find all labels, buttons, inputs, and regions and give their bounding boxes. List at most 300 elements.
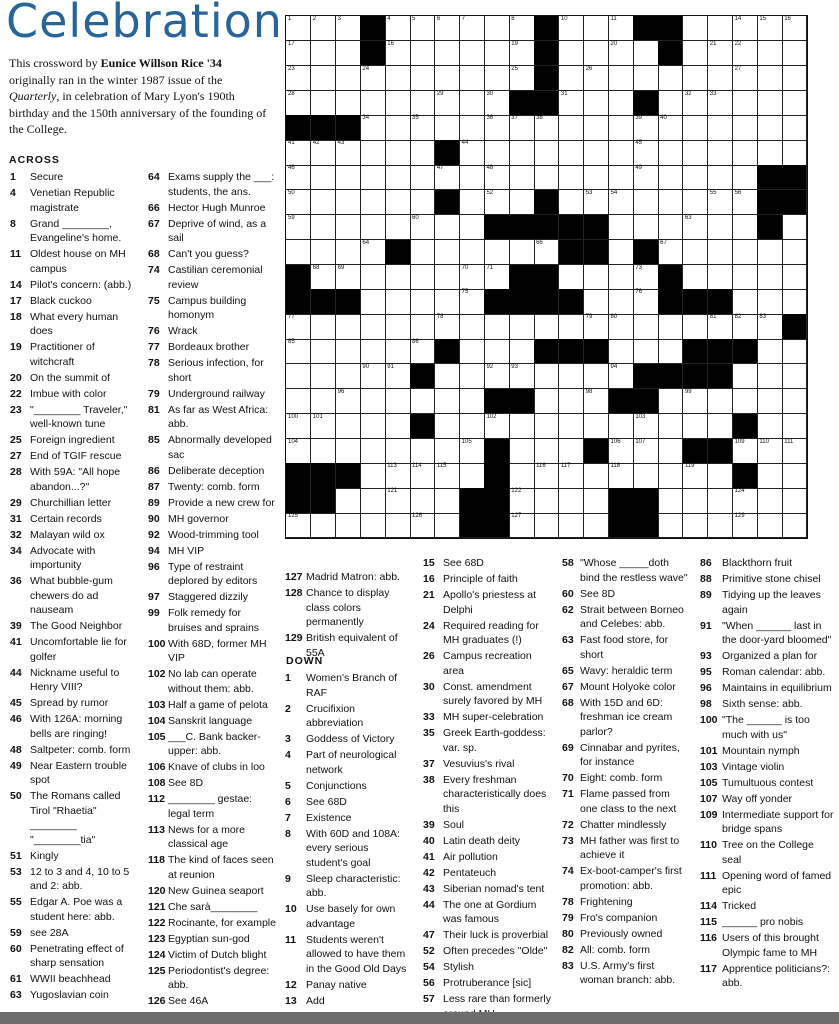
grid-cell[interactable]: [336, 140, 361, 165]
grid-cell[interactable]: [708, 240, 733, 265]
grid-cell[interactable]: [460, 16, 485, 41]
grid-cell[interactable]: [336, 265, 361, 290]
grid-cell[interactable]: [435, 240, 460, 265]
grid-cell[interactable]: [733, 66, 758, 91]
grid-cell[interactable]: [658, 339, 683, 364]
grid-cell[interactable]: [410, 16, 435, 41]
grid-cell[interactable]: [360, 289, 385, 314]
grid-cell[interactable]: [633, 215, 658, 240]
grid-cell[interactable]: [708, 389, 733, 414]
grid-cell[interactable]: [658, 165, 683, 190]
grid-cell[interactable]: [609, 289, 634, 314]
grid-cell[interactable]: [311, 66, 336, 91]
grid-cell[interactable]: [733, 215, 758, 240]
grid-cell[interactable]: [782, 339, 807, 364]
grid-cell[interactable]: [584, 463, 609, 488]
grid-cell[interactable]: [757, 414, 782, 439]
grid-cell[interactable]: [360, 513, 385, 538]
grid-cell[interactable]: [435, 314, 460, 339]
grid-cell[interactable]: [658, 140, 683, 165]
grid-cell[interactable]: [559, 16, 584, 41]
grid-cell[interactable]: [534, 488, 559, 513]
grid-cell[interactable]: [509, 41, 534, 66]
grid-cell[interactable]: [757, 16, 782, 41]
grid-cell[interactable]: [460, 289, 485, 314]
grid-cell[interactable]: [286, 314, 311, 339]
grid-cell[interactable]: [633, 190, 658, 215]
grid-cell[interactable]: [584, 289, 609, 314]
grid-cell[interactable]: [782, 16, 807, 41]
grid-cell[interactable]: [385, 115, 410, 140]
grid-cell[interactable]: [435, 463, 460, 488]
grid-cell[interactable]: [782, 240, 807, 265]
grid-cell[interactable]: [559, 265, 584, 290]
grid-cell[interactable]: [609, 265, 634, 290]
grid-cell[interactable]: [733, 513, 758, 538]
grid-cell[interactable]: [286, 439, 311, 464]
grid-cell[interactable]: [360, 439, 385, 464]
grid-cell[interactable]: [410, 41, 435, 66]
grid-cell[interactable]: [286, 389, 311, 414]
grid-cell[interactable]: [633, 115, 658, 140]
grid-cell[interactable]: [782, 364, 807, 389]
grid-cell[interactable]: [683, 488, 708, 513]
grid-cell[interactable]: [609, 439, 634, 464]
grid-cell[interactable]: [484, 66, 509, 91]
grid-cell[interactable]: [435, 364, 460, 389]
grid-cell[interactable]: [484, 339, 509, 364]
grid-cell[interactable]: [484, 314, 509, 339]
grid-cell[interactable]: [484, 91, 509, 116]
grid-cell[interactable]: [609, 339, 634, 364]
grid-cell[interactable]: [559, 140, 584, 165]
crossword-grid[interactable]: [285, 15, 808, 539]
grid-cell[interactable]: [658, 389, 683, 414]
grid-cell[interactable]: [435, 41, 460, 66]
grid-cell[interactable]: [559, 91, 584, 116]
grid-cell[interactable]: [559, 488, 584, 513]
grid-cell[interactable]: [460, 265, 485, 290]
grid-cell[interactable]: [410, 289, 435, 314]
grid-cell[interactable]: [584, 115, 609, 140]
grid-cell[interactable]: [757, 389, 782, 414]
grid-cell[interactable]: [286, 41, 311, 66]
grid-cell[interactable]: [683, 190, 708, 215]
grid-cell[interactable]: [534, 414, 559, 439]
grid-cell[interactable]: [584, 16, 609, 41]
grid-cell[interactable]: [435, 165, 460, 190]
grid-cell[interactable]: [435, 265, 460, 290]
grid-cell[interactable]: [385, 289, 410, 314]
grid-cell[interactable]: [460, 240, 485, 265]
grid-cell[interactable]: [509, 240, 534, 265]
grid-cell[interactable]: [385, 513, 410, 538]
grid-cell[interactable]: [360, 115, 385, 140]
grid-cell[interactable]: [311, 265, 336, 290]
grid-cell[interactable]: [336, 91, 361, 116]
grid-cell[interactable]: [683, 16, 708, 41]
grid-cell[interactable]: [782, 414, 807, 439]
grid-cell[interactable]: [286, 364, 311, 389]
grid-cell[interactable]: [609, 115, 634, 140]
grid-cell[interactable]: [683, 414, 708, 439]
grid-cell[interactable]: [460, 364, 485, 389]
grid-cell[interactable]: [360, 265, 385, 290]
grid-cell[interactable]: [410, 513, 435, 538]
grid-cell[interactable]: [609, 190, 634, 215]
grid-cell[interactable]: [311, 165, 336, 190]
grid-cell[interactable]: [435, 115, 460, 140]
grid-cell[interactable]: [708, 314, 733, 339]
grid-cell[interactable]: [733, 389, 758, 414]
grid-cell[interactable]: [509, 165, 534, 190]
grid-cell[interactable]: [410, 265, 435, 290]
grid-cell[interactable]: [633, 289, 658, 314]
grid-cell[interactable]: [484, 16, 509, 41]
grid-cell[interactable]: [360, 165, 385, 190]
grid-cell[interactable]: [360, 364, 385, 389]
grid-cell[interactable]: [609, 140, 634, 165]
grid-cell[interactable]: [658, 414, 683, 439]
grid-cell[interactable]: [534, 389, 559, 414]
grid-cell[interactable]: [559, 463, 584, 488]
grid-cell[interactable]: [336, 513, 361, 538]
grid-cell[interactable]: [609, 16, 634, 41]
grid-cell[interactable]: [509, 140, 534, 165]
grid-cell[interactable]: [658, 488, 683, 513]
grid-cell[interactable]: [509, 364, 534, 389]
grid-cell[interactable]: [410, 439, 435, 464]
grid-cell[interactable]: [757, 463, 782, 488]
grid-cell[interactable]: [559, 66, 584, 91]
grid-cell[interactable]: [609, 364, 634, 389]
grid-cell[interactable]: [460, 140, 485, 165]
grid-cell[interactable]: [509, 439, 534, 464]
grid-cell[interactable]: [311, 439, 336, 464]
grid-cell[interactable]: [658, 215, 683, 240]
grid-cell[interactable]: [633, 414, 658, 439]
grid-cell[interactable]: [311, 389, 336, 414]
grid-cell[interactable]: [385, 463, 410, 488]
grid-cell[interactable]: [757, 41, 782, 66]
grid-cell[interactable]: [286, 339, 311, 364]
grid-cell[interactable]: [683, 91, 708, 116]
grid-cell[interactable]: [460, 463, 485, 488]
grid-cell[interactable]: [782, 140, 807, 165]
grid-cell[interactable]: [410, 165, 435, 190]
grid-cell[interactable]: [782, 439, 807, 464]
grid-cell[interactable]: [360, 389, 385, 414]
grid-cell[interactable]: [633, 463, 658, 488]
grid-cell[interactable]: [460, 215, 485, 240]
grid-cell[interactable]: [534, 513, 559, 538]
grid-cell[interactable]: [286, 215, 311, 240]
grid-cell[interactable]: [336, 439, 361, 464]
grid-cell[interactable]: [410, 463, 435, 488]
grid-cell[interactable]: [460, 439, 485, 464]
grid-cell[interactable]: [311, 16, 336, 41]
grid-cell[interactable]: [460, 314, 485, 339]
grid-cell[interactable]: [708, 190, 733, 215]
grid-cell[interactable]: [683, 140, 708, 165]
grid-cell[interactable]: [733, 240, 758, 265]
grid-cell[interactable]: [534, 240, 559, 265]
grid-cell[interactable]: [336, 488, 361, 513]
grid-cell[interactable]: [509, 414, 534, 439]
grid-cell[interactable]: [410, 115, 435, 140]
grid-cell[interactable]: [311, 513, 336, 538]
grid-cell[interactable]: [733, 91, 758, 116]
grid-cell[interactable]: [708, 66, 733, 91]
grid-cell[interactable]: [360, 339, 385, 364]
grid-cell[interactable]: [757, 289, 782, 314]
grid-cell[interactable]: [584, 140, 609, 165]
grid-cell[interactable]: [609, 314, 634, 339]
grid-cell[interactable]: [733, 190, 758, 215]
grid-cell[interactable]: [559, 364, 584, 389]
grid-cell[interactable]: [683, 463, 708, 488]
grid-cell[interactable]: [534, 140, 559, 165]
grid-cell[interactable]: [385, 41, 410, 66]
grid-cell[interactable]: [360, 91, 385, 116]
grid-cell[interactable]: [559, 513, 584, 538]
grid-cell[interactable]: [286, 140, 311, 165]
grid-cell[interactable]: [584, 165, 609, 190]
grid-cell[interactable]: [658, 513, 683, 538]
grid-cell[interactable]: [460, 190, 485, 215]
grid-cell[interactable]: [708, 165, 733, 190]
grid-cell[interactable]: [584, 190, 609, 215]
grid-cell[interactable]: [534, 115, 559, 140]
grid-cell[interactable]: [460, 339, 485, 364]
grid-cell[interactable]: [633, 265, 658, 290]
grid-cell[interactable]: [708, 41, 733, 66]
grid-cell[interactable]: [460, 115, 485, 140]
grid-cell[interactable]: [683, 115, 708, 140]
grid-cell[interactable]: [385, 215, 410, 240]
grid-cell[interactable]: [360, 240, 385, 265]
grid-cell[interactable]: [336, 364, 361, 389]
grid-cell[interactable]: [509, 16, 534, 41]
grid-cell[interactable]: [609, 414, 634, 439]
grid-cell[interactable]: [658, 439, 683, 464]
grid-cell[interactable]: [360, 414, 385, 439]
grid-cell[interactable]: [385, 488, 410, 513]
grid-cell[interactable]: [311, 240, 336, 265]
grid-cell[interactable]: [410, 91, 435, 116]
grid-cell[interactable]: [708, 488, 733, 513]
grid-cell[interactable]: [460, 389, 485, 414]
grid-cell[interactable]: [311, 364, 336, 389]
grid-cell[interactable]: [385, 439, 410, 464]
grid-cell[interactable]: [733, 165, 758, 190]
grid-cell[interactable]: [460, 165, 485, 190]
grid-cell[interactable]: [286, 240, 311, 265]
grid-cell[interactable]: [584, 314, 609, 339]
grid-cell[interactable]: [633, 439, 658, 464]
grid-cell[interactable]: [733, 364, 758, 389]
grid-cell[interactable]: [633, 41, 658, 66]
grid-cell[interactable]: [410, 488, 435, 513]
grid-cell[interactable]: [360, 463, 385, 488]
grid-cell[interactable]: [584, 364, 609, 389]
grid-cell[interactable]: [410, 215, 435, 240]
grid-cell[interactable]: [534, 165, 559, 190]
grid-cell[interactable]: [757, 513, 782, 538]
grid-cell[interactable]: [584, 513, 609, 538]
grid-cell[interactable]: [385, 339, 410, 364]
grid-cell[interactable]: [683, 165, 708, 190]
grid-cell[interactable]: [311, 91, 336, 116]
grid-cell[interactable]: [286, 513, 311, 538]
grid-cell[interactable]: [410, 240, 435, 265]
grid-cell[interactable]: [311, 314, 336, 339]
grid-cell[interactable]: [609, 463, 634, 488]
grid-cell[interactable]: [683, 314, 708, 339]
grid-cell[interactable]: [708, 513, 733, 538]
grid-cell[interactable]: [385, 265, 410, 290]
grid-cell[interactable]: [708, 215, 733, 240]
grid-cell[interactable]: [385, 66, 410, 91]
grid-cell[interactable]: [534, 463, 559, 488]
grid-cell[interactable]: [286, 414, 311, 439]
grid-cell[interactable]: [534, 364, 559, 389]
grid-cell[interactable]: [484, 41, 509, 66]
grid-cell[interactable]: [782, 91, 807, 116]
grid-cell[interactable]: [733, 41, 758, 66]
grid-cell[interactable]: [782, 41, 807, 66]
grid-cell[interactable]: [360, 215, 385, 240]
grid-cell[interactable]: [410, 140, 435, 165]
grid-cell[interactable]: [757, 488, 782, 513]
grid-cell[interactable]: [286, 66, 311, 91]
grid-cell[interactable]: [633, 314, 658, 339]
grid-cell[interactable]: [708, 16, 733, 41]
grid-cell[interactable]: [559, 165, 584, 190]
grid-cell[interactable]: [609, 165, 634, 190]
grid-cell[interactable]: [633, 165, 658, 190]
grid-cell[interactable]: [584, 265, 609, 290]
grid-cell[interactable]: [559, 389, 584, 414]
grid-cell[interactable]: [609, 215, 634, 240]
grid-cell[interactable]: [559, 190, 584, 215]
grid-cell[interactable]: [509, 488, 534, 513]
grid-cell[interactable]: [559, 41, 584, 66]
grid-cell[interactable]: [733, 314, 758, 339]
grid-cell[interactable]: [509, 463, 534, 488]
grid-cell[interactable]: [733, 289, 758, 314]
grid-cell[interactable]: [311, 41, 336, 66]
grid-cell[interactable]: [336, 389, 361, 414]
grid-cell[interactable]: [385, 414, 410, 439]
grid-cell[interactable]: [757, 314, 782, 339]
grid-cell[interactable]: [733, 115, 758, 140]
grid-cell[interactable]: [509, 339, 534, 364]
grid-cell[interactable]: [336, 66, 361, 91]
grid-cell[interactable]: [336, 16, 361, 41]
grid-cell[interactable]: [484, 140, 509, 165]
grid-cell[interactable]: [385, 314, 410, 339]
grid-cell[interactable]: [460, 41, 485, 66]
grid-cell[interactable]: [609, 240, 634, 265]
grid-cell[interactable]: [509, 190, 534, 215]
grid-cell[interactable]: [782, 215, 807, 240]
grid-cell[interactable]: [435, 389, 460, 414]
grid-cell[interactable]: [782, 513, 807, 538]
grid-cell[interactable]: [435, 66, 460, 91]
grid-cell[interactable]: [336, 41, 361, 66]
grid-cell[interactable]: [385, 364, 410, 389]
grid-cell[interactable]: [410, 66, 435, 91]
grid-cell[interactable]: [757, 265, 782, 290]
grid-cell[interactable]: [410, 389, 435, 414]
grid-cell[interactable]: [757, 339, 782, 364]
grid-cell[interactable]: [658, 314, 683, 339]
grid-cell[interactable]: [509, 314, 534, 339]
grid-cell[interactable]: [484, 364, 509, 389]
grid-cell[interactable]: [584, 91, 609, 116]
grid-cell[interactable]: [633, 140, 658, 165]
grid-cell[interactable]: [336, 215, 361, 240]
grid-cell[interactable]: [733, 265, 758, 290]
grid-cell[interactable]: [435, 513, 460, 538]
grid-cell[interactable]: [336, 414, 361, 439]
grid-cell[interactable]: [484, 265, 509, 290]
grid-cell[interactable]: [609, 91, 634, 116]
grid-cell[interactable]: [658, 91, 683, 116]
grid-cell[interactable]: [708, 265, 733, 290]
grid-cell[interactable]: [360, 140, 385, 165]
grid-cell[interactable]: [633, 339, 658, 364]
grid-cell[interactable]: [460, 414, 485, 439]
grid-cell[interactable]: [360, 488, 385, 513]
grid-cell[interactable]: [757, 91, 782, 116]
grid-cell[interactable]: [559, 115, 584, 140]
grid-cell[interactable]: [658, 66, 683, 91]
grid-cell[interactable]: [584, 389, 609, 414]
grid-cell[interactable]: [609, 66, 634, 91]
grid-cell[interactable]: [385, 140, 410, 165]
grid-cell[interactable]: [683, 41, 708, 66]
grid-cell[interactable]: [435, 414, 460, 439]
grid-cell[interactable]: [435, 439, 460, 464]
grid-cell[interactable]: [708, 463, 733, 488]
grid-cell[interactable]: [385, 389, 410, 414]
grid-cell[interactable]: [708, 91, 733, 116]
grid-cell[interactable]: [509, 513, 534, 538]
grid-cell[interactable]: [559, 414, 584, 439]
grid-cell[interactable]: [336, 339, 361, 364]
grid-cell[interactable]: [435, 488, 460, 513]
grid-cell[interactable]: [484, 240, 509, 265]
grid-cell[interactable]: [286, 16, 311, 41]
grid-cell[interactable]: [658, 190, 683, 215]
grid-cell[interactable]: [708, 115, 733, 140]
grid-cell[interactable]: [708, 140, 733, 165]
grid-cell[interactable]: [435, 91, 460, 116]
grid-cell[interactable]: [410, 314, 435, 339]
grid-cell[interactable]: [385, 91, 410, 116]
grid-cell[interactable]: [782, 389, 807, 414]
grid-cell[interactable]: [311, 215, 336, 240]
grid-cell[interactable]: [385, 190, 410, 215]
grid-cell[interactable]: [708, 414, 733, 439]
grid-cell[interactable]: [733, 488, 758, 513]
grid-cell[interactable]: [435, 289, 460, 314]
grid-cell[interactable]: [559, 439, 584, 464]
grid-cell[interactable]: [584, 414, 609, 439]
grid-cell[interactable]: [360, 190, 385, 215]
